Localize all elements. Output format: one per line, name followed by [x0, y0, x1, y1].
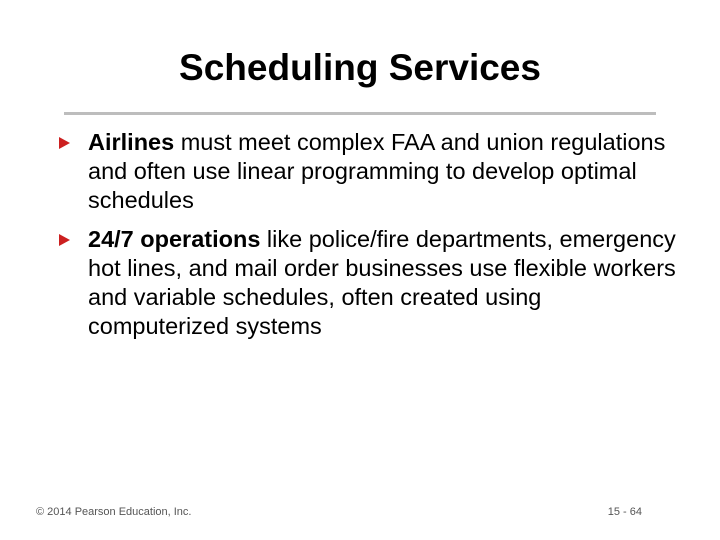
- page-number: 15 - 64: [607, 506, 642, 518]
- bullet-item-airlines: [56, 128, 676, 215]
- title-divider: [64, 112, 656, 115]
- triangle-right-icon: [59, 234, 70, 246]
- bullet-item-24-7-operations: [56, 225, 676, 341]
- bullet-text: like police/fire departments, emergency hot lines, and mail order businesses use flexible workers and variable schedules, often created using computerized systems: [88, 226, 676, 339]
- bullet-term: Airlines: [88, 129, 175, 155]
- bullet-text: must meet complex FAA and union regulations and often use linear programming to develop optimal schedules: [88, 129, 666, 213]
- slide-title: Scheduling Services: [179, 47, 541, 88]
- bullet-list: [56, 128, 676, 351]
- bullet-term: 24/7 operations: [88, 226, 261, 252]
- copyright-footer: © 2014 Pearson Education, Inc.: [36, 506, 192, 518]
- triangle-right-icon: [59, 137, 70, 149]
